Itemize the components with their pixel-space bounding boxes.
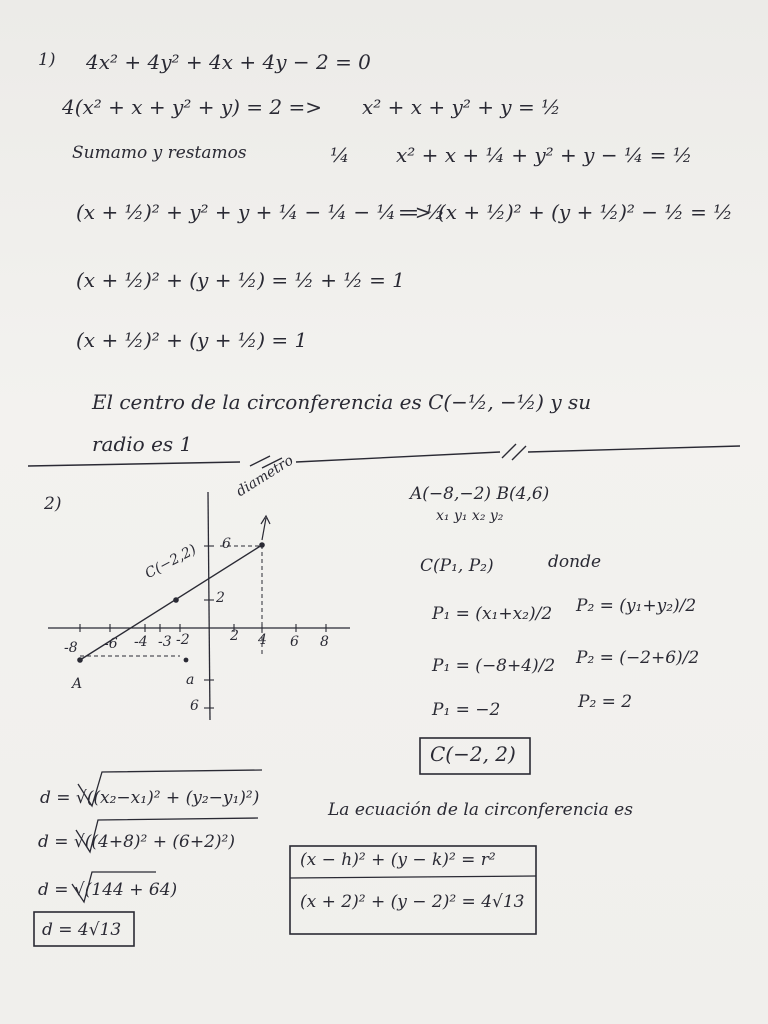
equation-line-1: 4x² + 4y² + 4x + 4y − 2 = 0: [86, 50, 371, 74]
point-b: [259, 542, 265, 548]
points-ab: A(−8,−2) B(4,6): [410, 484, 550, 504]
equation-line-3: x² + x + ¼ + y² + y − ¼ = ½: [396, 143, 693, 167]
label-center: C(−2,2): [142, 541, 200, 582]
tick-x-minus-8: -8: [64, 640, 78, 656]
tick-y-minus-6: 6: [190, 698, 199, 714]
final-equation: (x + 2)² + (y − 2)² = 4√13: [300, 892, 525, 912]
separator-line-right: [528, 446, 740, 452]
distance-result: d = 4√13: [42, 920, 122, 940]
equation-line-6: (x + ½)² + (y + ½) = 1: [76, 328, 308, 352]
conclusion-line-2: radio es 1: [92, 432, 193, 456]
equation-line-2a: 4(x² + x + y² + y) = 2 =>: [62, 95, 323, 119]
conclusion-line-1: El centro de la circonferencia es C(−½, −½) y su: [92, 390, 592, 414]
tick-x-minus-3: -3: [158, 634, 172, 650]
tick-x-8: 8: [320, 634, 329, 650]
tick-x-minus-2: -2: [176, 632, 190, 648]
equation-line-4b: => (x + ½)² + (y + ½)² − ½ = ½: [398, 200, 733, 224]
equation-box-divider: [290, 876, 536, 878]
center-result: C(−2, 2): [430, 742, 516, 766]
value-p2: P₂ = 2: [578, 692, 633, 712]
y-axis: [208, 492, 210, 720]
fraction-quarter: ¼: [330, 143, 350, 167]
tick-y-2: 2: [216, 590, 225, 606]
problem-1-number: 1): [38, 50, 56, 70]
point-c: [173, 597, 179, 603]
point-a: [77, 657, 83, 663]
separator-line-left: [28, 462, 240, 466]
point-extra: [184, 658, 189, 663]
general-equation: (x − h)² + (y − k)² = r²: [300, 850, 496, 870]
tick-y-6: 6: [222, 536, 231, 552]
separator-line-mid: [296, 452, 500, 462]
equation-line-5: (x + ½)² + (y + ½) = ½ + ½ = 1: [76, 268, 405, 292]
substitute-p2: P₂ = (−2+6)/2: [576, 648, 700, 668]
distance-substitute: d = √((4+8)² + (6+2)²): [38, 832, 235, 852]
tick-x-4: 4: [258, 632, 267, 648]
label-diametro: diametro: [233, 452, 297, 500]
distance-sum: d = √(144 + 64): [38, 880, 178, 900]
tick-x-2: 2: [230, 628, 239, 644]
points-subscripts: x₁ y₁ x₂ y₂: [436, 508, 504, 524]
distance-formula: d = √((x₂−x₁)² + (y₂−y₁)²): [40, 788, 260, 808]
text-donde: donde: [548, 552, 602, 572]
text-sumamos: Sumamo y restamos: [72, 143, 247, 163]
separator-slash-2: [502, 444, 526, 460]
substitute-p1: P₁ = (−8+4)/2: [432, 656, 556, 676]
problem-2-number: 2): [44, 494, 62, 514]
tick-x-minus-4: -4: [134, 634, 148, 650]
center-def: C(P₁, P₂): [420, 556, 494, 576]
label-a-lower: a: [186, 672, 195, 688]
formula-p1: P₁ = (x₁+x₂)/2: [432, 604, 553, 624]
tick-x-minus-6: -6: [104, 636, 118, 652]
equation-line-2b: x² + x + y² + y = ½: [362, 95, 561, 119]
tick-x-6: 6: [290, 634, 299, 650]
value-p1: P₁ = −2: [432, 700, 501, 720]
equation-label: La ecuación de la circonferencia es: [328, 800, 633, 820]
label-point-a: A: [72, 676, 83, 692]
equation-line-4a: (x + ½)² + y² + y + ¼ − ¼ − ¼ = ½: [76, 200, 445, 224]
formula-p2: P₂ = (y₁+y₂)/2: [576, 596, 697, 616]
